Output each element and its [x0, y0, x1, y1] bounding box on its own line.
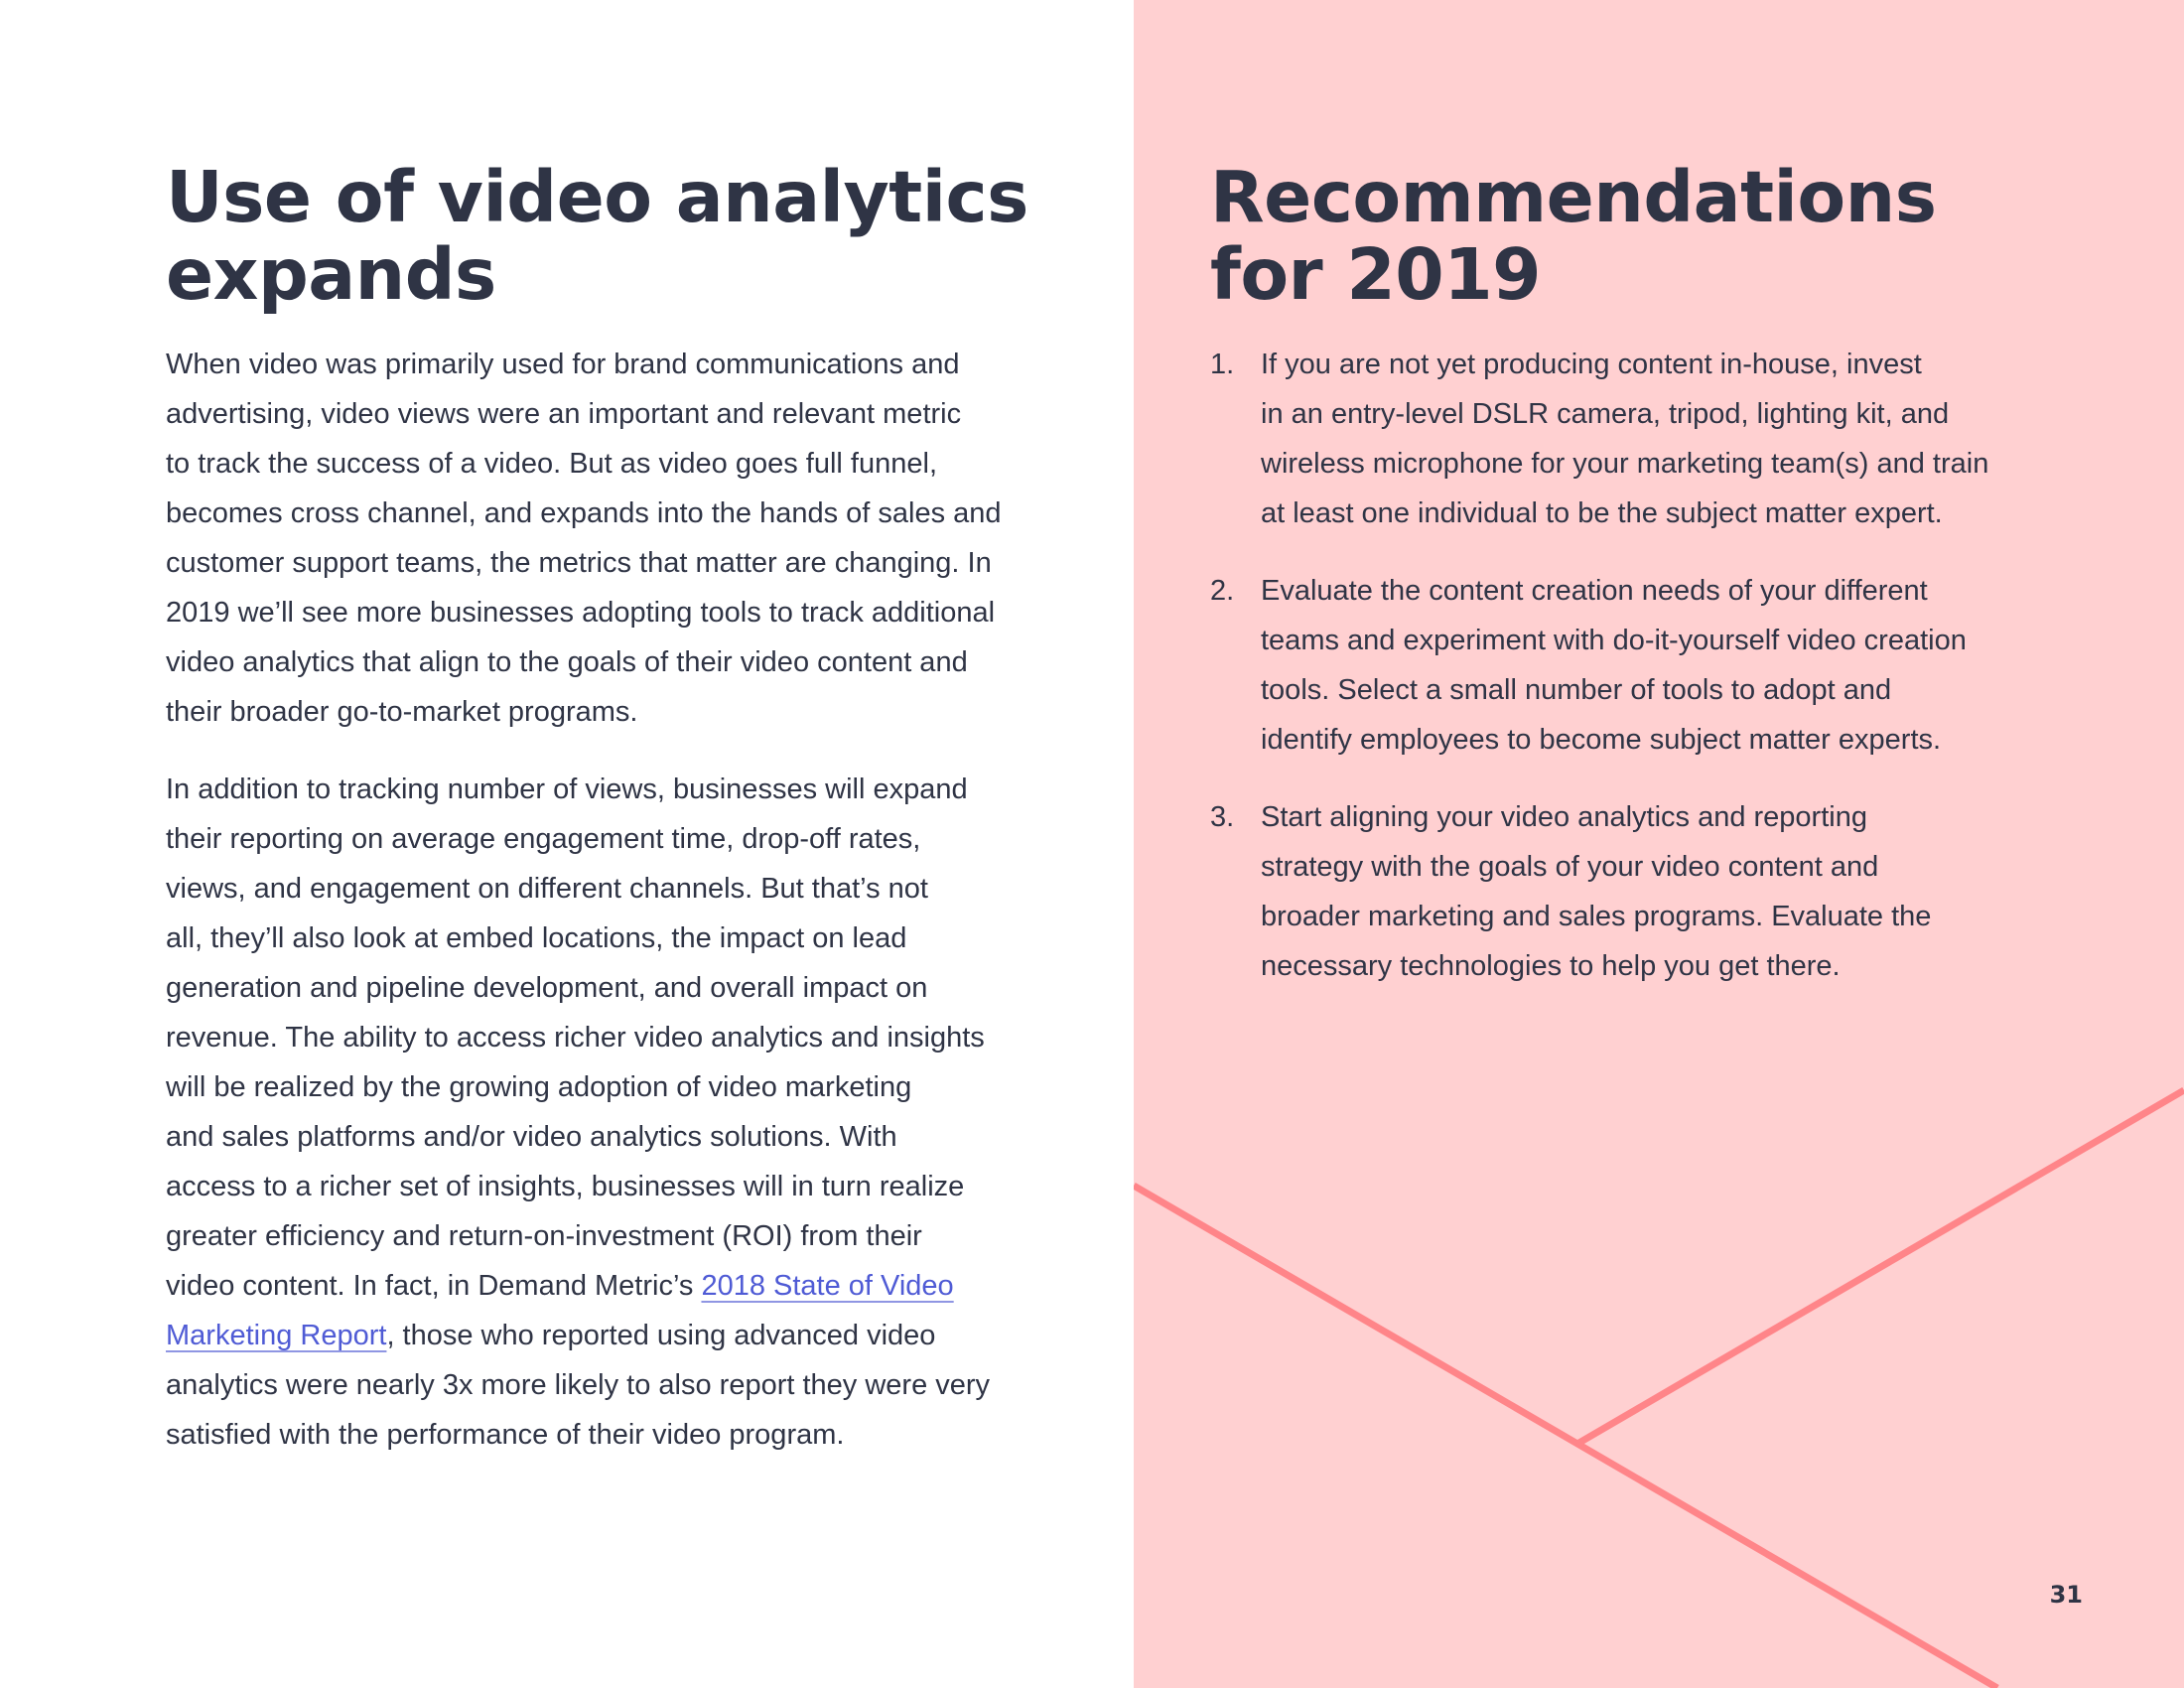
right-title-line: for 2019 [1210, 233, 1542, 316]
text-line [166, 1261, 1059, 1311]
text-fragment: , those who reported using advanced video [386, 1320, 936, 1351]
text-line: video analytics that align to the goals of their video content and [166, 646, 968, 678]
left-title-line: expands [166, 233, 496, 316]
list-item [1210, 792, 2104, 991]
text-line: necessary technologies to help you get there. [1261, 950, 1841, 982]
text-line: becomes cross channel, and expands into the hands of sales and [166, 497, 1002, 529]
text-line: analytics were nearly 3x more likely to also report they were very [166, 1369, 991, 1401]
text-line: advertising, video views were an important and relevant metric [166, 398, 962, 430]
recommendations-panel [1134, 0, 2184, 1688]
text-line: broader marketing and sales programs. Evaluate the [1261, 901, 1932, 932]
text-fragment: video content. In fact, in Demand Metric’s [166, 1270, 702, 1302]
text-line: When video was primarily used for brand communications and [166, 349, 960, 380]
text-line: teams and experiment with do-it-yourself video creation [1261, 625, 1967, 656]
text-line: strategy with the goals of your video content and [1261, 851, 1879, 883]
left-title-line: Use of video analytics [166, 156, 1028, 238]
left-paragraph-2 [166, 765, 1059, 1460]
text-line: satisfied with the performance of their video program. [166, 1419, 845, 1451]
text-line: in an entry-level DSLR camera, tripod, lighting kit, and [1261, 398, 1950, 430]
text-line: customer support teams, the metrics that matter are changing. In [166, 547, 992, 579]
page-number: 31 [2049, 1581, 2083, 1609]
text-line: 2019 we’ll see more businesses adopting tools to track additional [166, 597, 996, 629]
text-line: tools. Select a small number of tools to adopt and [1261, 674, 1892, 706]
text-line: all, they’ll also look at embed locations, the impact on lead [166, 922, 907, 954]
text-line: identify employees to become subject matter experts. [1261, 724, 1942, 756]
text-line: In addition to tracking number of views, businesses will expand [166, 774, 968, 805]
left-title [166, 156, 1059, 316]
left-paragraph-1 [166, 340, 1059, 737]
text-line [166, 1311, 1059, 1360]
text-line: If you are not yet producing content in-house, invest [1261, 349, 1922, 380]
list-number: 2. [1210, 575, 1235, 607]
text-line: Evaluate the content creation needs of your different [1261, 575, 1928, 607]
text-line: and sales platforms and/or video analytics solutions. With [166, 1121, 897, 1153]
list-item [1210, 340, 2104, 538]
list-number: 3. [1210, 801, 1235, 833]
decorative-line [1577, 1090, 2184, 1444]
text-line: to track the success of a video. But as video goes full funnel, [166, 448, 937, 480]
text-line: their reporting on average engagement time, drop-off rates, [166, 823, 921, 855]
text-line: revenue. The ability to access richer video analytics and insights [166, 1022, 985, 1054]
left-column [166, 156, 1059, 1460]
report-link[interactable]: 2018 State of Video [701, 1270, 954, 1302]
text-line: will be realized by the growing adoption of video marketing [166, 1071, 912, 1103]
text-line: their broader go-to-market programs. [166, 696, 638, 728]
report-link[interactable]: Marketing Report [166, 1320, 387, 1351]
text-line: greater efficiency and return-on-investment (ROI) from their [166, 1220, 922, 1252]
right-column [1210, 156, 2104, 1019]
right-title-line: Recommendations [1210, 156, 1937, 238]
text-line: access to a richer set of insights, businesses will in turn realize [166, 1171, 965, 1202]
list-item [1210, 566, 2104, 765]
decorative-line [1134, 1186, 1997, 1688]
text-line: wireless microphone for your marketing team(s) and train [1261, 448, 1989, 480]
recommendations-list [1210, 340, 2104, 991]
text-line: Start aligning your video analytics and reporting [1261, 801, 1867, 833]
text-line: generation and pipeline development, and overall impact on [166, 972, 928, 1004]
text-line: at least one individual to be the subject matter expert. [1261, 497, 1943, 529]
text-line: views, and engagement on different channels. But that’s not [166, 873, 928, 905]
right-title [1210, 156, 2104, 316]
list-number: 1. [1210, 349, 1235, 380]
